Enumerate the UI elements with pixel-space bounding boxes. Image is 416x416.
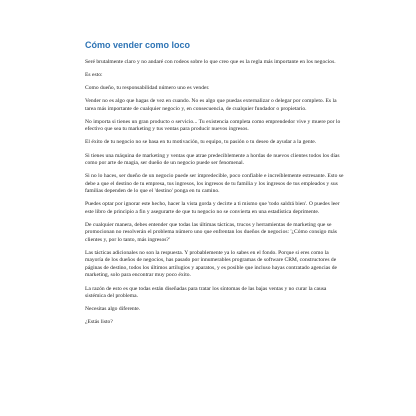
paragraph: De cualquier manera, debes entender que todas las últimas tácticas, trucos y herramientas de marketing que se promocionan no resolverán el problema número uno que enfrentan los dueños de negocios: '¿Cómo consigo más clientes y, por lo tanto, más ingresos?' xyxy=(85,221,337,243)
paragraph: Necesitas algo diferente. xyxy=(85,306,141,313)
paragraph: Si no lo haces, ser dueño de un negocio puede ser impredecible, poco confiable e increíblemente estresante. Esto se debe a que el destino de tu empresa, tus ingresos, los ingresos de tu familia y los ingresos de tus empleados y sus familias dependen de lo que el 'destino' ponga en tu camino. xyxy=(85,173,344,195)
paragraph: Vender no es algo que hagas de vez en cuando. No es algo que puedas externalizar o delegar por completo. Es la tarea más importante de cualquier negocio y, en consecuencia, de cualquier fundador o propietario. xyxy=(85,98,337,112)
paragraph: Como dueño, tu responsabilidad número uno es vender. xyxy=(85,85,210,92)
paragraph: Las tácticas adicionales no son la respuesta. Y probablemente ya lo sabes en el fondo. Porque si eres como la mayoría de los dueños de negocios, has pasado por innumerables programas de software CRM, constructores de páginas de destino, todos los últimos artilugios y aparatos, y es posible que incluso hayas contratado agencias de marketing, solo para encontrar muy poco éxito. xyxy=(85,249,337,279)
document-title: Cómo vender como loco xyxy=(85,40,191,50)
paragraph: El éxito de tu negocio no se basa en tu motivación, tu equipo, tu pasión o tu deseo de ayudar a la gente. xyxy=(85,139,317,146)
paragraph: No importa si tienes un gran producto o servicio... Tu existencia completa como emprendedor vive y muere por lo efectivo que sea tu marketing y tus ventas para producir nuevos ingresos. xyxy=(85,118,341,133)
document-body xyxy=(85,59,348,327)
paragraph: Es esto: xyxy=(85,72,103,79)
paragraph: La razón de esto es que todas están diseñadas para tratar los síntomas de las bajas ventas y no curar la causa sistémica del problema. xyxy=(85,285,327,300)
paragraph: Si tienes una máquina de marketing y ventas que atrae predeciblemente a hordas de nuevos clientes todos los días como por arte de magia, ser dueño de un negocio puede ser fenomenal. xyxy=(85,152,340,167)
paragraph: Puedes optar por ignorar este hecho, hacer la vista gorda y decirte a ti mismo que 'todo saldrá bien'. O puedes leer este libro de principio a fin y asegurarte de que tu negocio no se convierta en una estadística deprimente. xyxy=(85,201,340,215)
paragraph: Seré brutalmente claro y no andaré con rodeos sobre lo que creo que es la regla más importante en los negocios. xyxy=(85,59,336,65)
paragraph: ¿Estás listo? xyxy=(85,319,113,326)
